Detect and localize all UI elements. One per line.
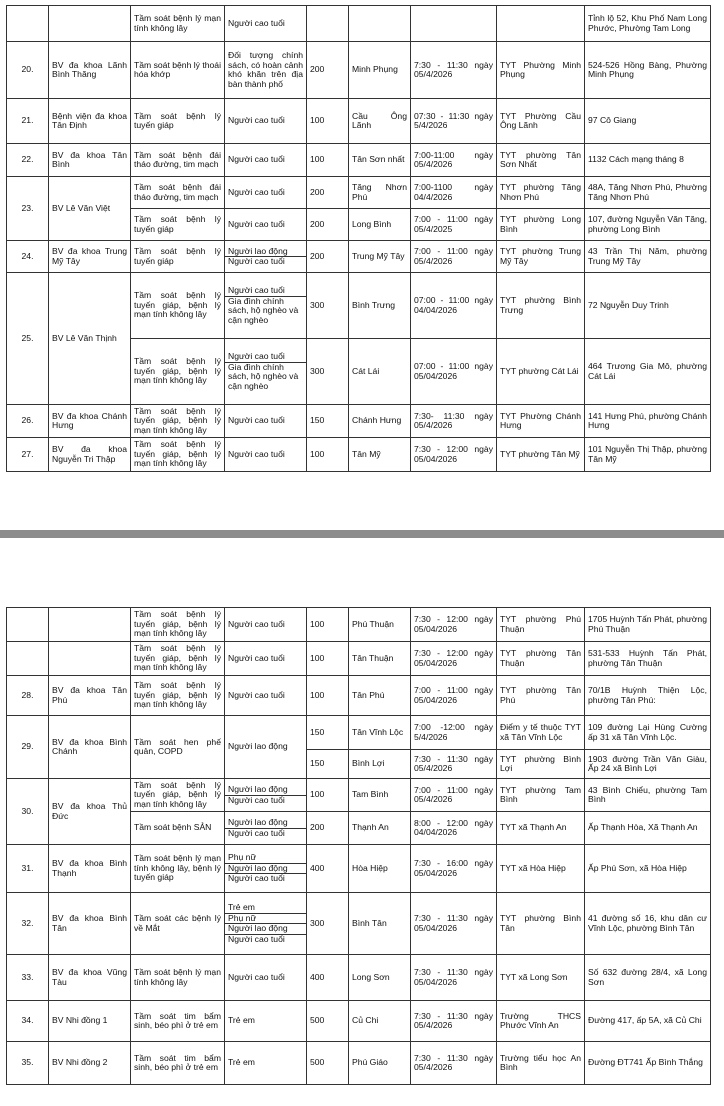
group-cell: Người cao tuổi [225, 99, 307, 144]
time-cell: 7:30 - 12:00 ngày 05/04/2026 [411, 438, 497, 472]
group-item: Người cao tuổi [225, 828, 306, 839]
hospital-cell: BV Lê Văn Thịnh [49, 273, 131, 405]
address-cell: 531-533 Huỳnh Tấn Phát, phường Tân Thuận [585, 642, 711, 676]
address-cell: Ấp Phú Sơn, xã Hòa Hiệp [585, 845, 711, 893]
row-number: 28. [7, 676, 49, 716]
time-cell: 7:30 - 11:30 ngày 05/4/2026 [411, 750, 497, 779]
group-cell [225, 273, 307, 339]
quantity-cell: 100 [307, 676, 349, 716]
quantity-cell: 300 [307, 273, 349, 339]
place-cell: TYT phường Bình Tân [497, 893, 585, 955]
ward-cell: Long Sơn [349, 955, 411, 1001]
place-cell: TYT phường Cát Lái [497, 339, 585, 405]
quantity-cell: 400 [307, 845, 349, 893]
table-row [7, 955, 711, 1001]
group-cell: Người cao tuổi [225, 144, 307, 177]
ward-cell: Bình Tân [349, 893, 411, 955]
hospital-cell: BV Nhi đồng 1 [49, 1001, 131, 1042]
table-row [7, 177, 711, 209]
time-cell: 8:00 - 12:00 ngày 04/04/2026 [411, 812, 497, 845]
row-number: 35. [7, 1042, 49, 1085]
target-cell: Tầm soát bệnh đái tháo đường, tim mạch [131, 177, 225, 209]
row-number: 21. [7, 99, 49, 144]
address-cell: 524-526 Hồng Bàng, Phường Minh Phụng [585, 42, 711, 99]
quantity-cell: 150 [307, 716, 349, 750]
schedule-table-page-2 [6, 607, 711, 1085]
row-number: 25. [7, 273, 49, 405]
target-cell: Tầm soát bệnh lý tuyến giáp, bệnh lý mạn tính không lây [131, 438, 225, 472]
group-cell: Người cao tuổi [225, 608, 307, 642]
target-cell: Tầm soát bệnh lý tuyến giáp, bệnh lý mạn tính không lây [131, 642, 225, 676]
row-number: 31. [7, 845, 49, 893]
place-cell: Điểm y tế thuộc TYT xã Tân Vĩnh Lộc [497, 716, 585, 750]
group-cell: Người cao tuổi [225, 438, 307, 472]
time-cell: 7:00 - 11:00 ngày 05/04/2026 [411, 676, 497, 716]
address-cell: 48A, Tăng Nhơn Phú, Phường Tăng Nhơn Phú [585, 177, 711, 209]
address-cell: 70/1B Huỳnh Thiện Lộc, phường Tân Phú: [585, 676, 711, 716]
table-row [7, 845, 711, 893]
group-cell [225, 845, 307, 893]
quantity-cell: 100 [307, 642, 349, 676]
row-number: 20. [7, 42, 49, 99]
quantity-cell: 150 [307, 750, 349, 779]
group-item: Người lao động [228, 245, 288, 256]
place-cell: TYT phường Tân Thuận [497, 642, 585, 676]
place-cell: TYT phường Phú Thuận [497, 608, 585, 642]
address-cell: 72 Nguyễn Duy Trinh [585, 273, 711, 339]
target-cell: Tầm soát tim bẩm sinh, béo phì ở trẻ em [131, 1042, 225, 1085]
row-number: 32. [7, 893, 49, 955]
ward-cell: Củ Chi [349, 1001, 411, 1042]
group-cell: Người cao tuổi [225, 955, 307, 1001]
time-cell: 7:30 - 11:30 ngày 05/04/2026 [411, 955, 497, 1001]
hospital-cell: BV đa khoa Chánh Hưng [49, 405, 131, 438]
target-cell: Tầm soát bệnh đái tháo đường, tim mạch [131, 144, 225, 177]
document-page-2 [0, 538, 724, 1106]
address-cell: 464 Trương Gia Mô, phường Cát Lái [585, 339, 711, 405]
hospital-cell: BV đa khoa Bình Thạnh [49, 845, 131, 893]
group-item: Người lao động [228, 817, 288, 827]
place-cell: Trường tiểu học An Bình [497, 1042, 585, 1085]
address-cell: Số 632 đường 28/4, xã Long Sơn [585, 955, 711, 1001]
group-cell [225, 241, 307, 273]
quantity-cell: 150 [307, 405, 349, 438]
target-cell: Tầm soát bệnh lý tuyến giáp, bệnh lý mạn tính không lây [131, 676, 225, 716]
group-cell [225, 812, 307, 845]
table-row [7, 273, 711, 339]
table-row [7, 642, 711, 676]
place-cell: TYT phường Bình Lợi [497, 750, 585, 779]
address-cell: 43 Trần Thị Năm, phường Trung Mỹ Tây [585, 241, 711, 273]
target-cell: Tầm soát các bệnh lý về Mắt [131, 893, 225, 955]
address-cell: Tỉnh lộ 52, Khu Phố Nam Long Phước, Phường Tam Long [585, 6, 711, 42]
hospital-cell: Bệnh viện đa khoa Tân Định [49, 99, 131, 144]
ward-cell: Tân Sơn nhất [349, 144, 411, 177]
target-cell: Tầm soát bệnh lý mạn tính không lây [131, 6, 225, 42]
group-item: Người cao tuổi [228, 351, 285, 361]
row-number: 30. [7, 779, 49, 845]
document-page-1 [0, 0, 724, 530]
target-cell: Tầm soát bệnh SẢN [131, 812, 225, 845]
place-cell: TYT xã Hòa Hiệp [497, 845, 585, 893]
quantity-cell: 300 [307, 339, 349, 405]
group-item: Người cao tuổi [225, 934, 306, 945]
target-cell: Tầm soát tim bẩm sinh, béo phì ở trẻ em [131, 1001, 225, 1042]
place-cell: TYT phường Tân Mỹ [497, 438, 585, 472]
quantity-cell: 500 [307, 1001, 349, 1042]
target-cell: Tầm soát bệnh lý thoái hóa khớp [131, 42, 225, 99]
place-cell: Trường THCS Phước Vĩnh An [497, 1001, 585, 1042]
group-cell: Người lao động [225, 716, 307, 779]
time-cell: 7:30 - 11:30 ngày 05/4/2026 [411, 42, 497, 99]
hospital-cell: BV đa khoa Nguyễn Tri Thập [49, 438, 131, 472]
time-cell: 7:30 - 16:00 ngày 05/04/2026 [411, 845, 497, 893]
place-cell: TYT xã Thạnh An [497, 812, 585, 845]
table-row [7, 779, 711, 812]
group-item: Trẻ em [228, 902, 255, 912]
ward-cell: Hòa Hiệp [349, 845, 411, 893]
address-cell: 141 Hưng Phú, phường Chánh Hưng [585, 405, 711, 438]
address-cell: 109 đường Lại Hùng Cường ấp 31 xã Tân Vĩnh Lộc. [585, 716, 711, 750]
hospital-cell: BV Nhi đồng 2 [49, 1042, 131, 1085]
address-cell: Đường ĐT741 Ấp Bình Thắng [585, 1042, 711, 1085]
hospital-cell: BV đa khoa Trung Mỹ Tây [49, 241, 131, 273]
time-cell: 7:00 -12:00 ngày 5/4/2026 [411, 716, 497, 750]
place-cell: TYT phường Trung Mỹ Tây [497, 241, 585, 273]
group-cell [225, 339, 307, 405]
target-cell: Tầm soát bệnh lý tuyến giáp, bệnh lý mạn tính không lây [131, 779, 225, 812]
ward-cell: Phú Giáo [349, 1042, 411, 1085]
ward-cell: Chánh Hưng [349, 405, 411, 438]
row-number: 24. [7, 241, 49, 273]
group-cell: Trẻ em [225, 1042, 307, 1085]
ward-cell: Tăng Nhơn Phú [349, 177, 411, 209]
time-cell: 07:00 - 11:00 ngày 05/04/2026 [411, 339, 497, 405]
table-row [7, 241, 711, 273]
ward-cell: Phú Thuận [349, 608, 411, 642]
group-cell: Người cao tuổi [225, 6, 307, 42]
group-cell: Người cao tuổi [225, 642, 307, 676]
group-cell: Đối tượng chính sách, có hoàn cảnh khó khăn trên địa bàn thành phố [225, 42, 307, 99]
group-item: Người cao tuổi [228, 285, 285, 295]
time-cell: 7:30 - 12:00 ngày 05/04/2026 [411, 642, 497, 676]
place-cell: TYT phường Bình Trưng [497, 273, 585, 339]
table-row [7, 893, 711, 955]
address-cell: 107, đường Nguyễn Văn Tăng, phường Long Bình [585, 209, 711, 241]
time-cell: 7:30 - 12:00 ngày 05/04/2026 [411, 608, 497, 642]
group-cell [225, 779, 307, 812]
time-cell: 7:30- 11:30 ngày 05/4/2026 [411, 405, 497, 438]
row-number: 23. [7, 177, 49, 241]
quantity-cell: 100 [307, 144, 349, 177]
quantity-cell: 200 [307, 812, 349, 845]
hospital-cell: BV đa khoa Tân Bình [49, 144, 131, 177]
target-cell: Tầm soát bệnh lý tuyến giáp, bệnh lý mạn tính không lây [131, 608, 225, 642]
hospital-cell: BV đa khoa Bình Chánh [49, 716, 131, 779]
row-number: 29. [7, 716, 49, 779]
table-row [7, 144, 711, 177]
target-cell: Tầm soát bệnh lý tuyến giáp [131, 209, 225, 241]
group-item: Người lao động [225, 923, 306, 934]
time-cell: 7:30 - 11:30 ngày 05/4/2026 [411, 1042, 497, 1085]
quantity-cell: 400 [307, 955, 349, 1001]
row-number: 34. [7, 1001, 49, 1042]
address-cell: 97 Cô Giang [585, 99, 711, 144]
quantity-cell: 200 [307, 42, 349, 99]
time-cell: 7:00 - 11:00 ngày 05/4/2025 [411, 209, 497, 241]
time-cell: 07:00 - 11:00 ngày 04/04/2026 [411, 273, 497, 339]
target-cell: Tầm soát bệnh lý mạn tính không lây [131, 955, 225, 1001]
row-number: 26. [7, 405, 49, 438]
hospital-cell: BV đa khoa Tân Phú [49, 676, 131, 716]
ward-cell: Bình Trưng [349, 273, 411, 339]
row-number: 27. [7, 438, 49, 472]
table-row [7, 405, 711, 438]
quantity-cell: 200 [307, 241, 349, 273]
address-cell: 1132 Cách mạng tháng 8 [585, 144, 711, 177]
place-cell: TYT phường Tam Bình [497, 779, 585, 812]
time-cell: 07:30 - 11:30 ngày 5/4/2026 [411, 99, 497, 144]
table-row [7, 676, 711, 716]
table-row [7, 608, 711, 642]
quantity-cell: 200 [307, 177, 349, 209]
time-cell: 7:00 - 11:00 ngày 05/4/2026 [411, 779, 497, 812]
place-cell: TYT phường Tân Phú [497, 676, 585, 716]
address-cell: 43 Bình Chiểu, phường Tam Bình [585, 779, 711, 812]
time-cell: 7:30 - 11:30 ngày 05/4/2026 [411, 1001, 497, 1042]
place-cell: TYT xã Long Sơn [497, 955, 585, 1001]
quantity-cell: 200 [307, 209, 349, 241]
table-row [7, 99, 711, 144]
group-cell: Người cao tuổi [225, 209, 307, 241]
group-cell [225, 893, 307, 955]
group-item: Phụ nữ [225, 913, 306, 924]
time-cell: 7:00 - 11:00 ngày 05/4/2026 [411, 241, 497, 273]
group-cell: Người cao tuổi [225, 405, 307, 438]
target-cell: Tầm soát bệnh lý tuyến giáp [131, 241, 225, 273]
hospital-cell: BV Lê Văn Việt [49, 177, 131, 241]
target-cell: Tầm soát bệnh lý tuyến giáp, bệnh lý mạn tính không lây [131, 273, 225, 339]
group-item: Người lao động [225, 863, 306, 874]
ward-cell: Cát Lái [349, 339, 411, 405]
ward-cell: Tân Thuận [349, 642, 411, 676]
ward-cell: Minh Phụng [349, 42, 411, 99]
group-item: Gia đình chính sách, hộ nghèo và cận nghèo [225, 362, 306, 392]
group-item: Người cao tuổi [225, 256, 306, 267]
ward-cell: Tân Phú [349, 676, 411, 716]
quantity-cell: 100 [307, 779, 349, 812]
time-cell: 7:00-11:00 ngày 05/4/2026 [411, 144, 497, 177]
ward-cell: Tân Mỹ [349, 438, 411, 472]
target-cell: Tầm soát hen phế quản, COPD [131, 716, 225, 779]
group-item: Người lao động [228, 784, 288, 794]
table-row [7, 716, 711, 750]
target-cell: Tầm soát bệnh lý tuyến giáp [131, 99, 225, 144]
table-row [7, 1001, 711, 1042]
address-cell: Đường 417, ấp 5A, xã Củ Chi [585, 1001, 711, 1042]
address-cell: 1705 Huỳnh Tấn Phát, phường Phú Thuận [585, 608, 711, 642]
place-cell: TYT Phường Cầu Ông Lãnh [497, 99, 585, 144]
table-row [7, 438, 711, 472]
group-item: Phụ nữ [228, 852, 257, 863]
place-cell: TYT phường Long Bình [497, 209, 585, 241]
ward-cell: Trung Mỹ Tây [349, 241, 411, 273]
group-item: Người cao tuổi [225, 795, 306, 806]
hospital-cell: BV đa khoa Vũng Tàu [49, 955, 131, 1001]
group-cell: Người cao tuổi [225, 177, 307, 209]
quantity-cell: 100 [307, 608, 349, 642]
time-cell: 7:00-1100 ngày 04/4/2026 [411, 177, 497, 209]
place-cell: TYT Phường Minh Phụng [497, 42, 585, 99]
ward-cell: Cầu Ông Lãnh [349, 99, 411, 144]
table-row [7, 42, 711, 99]
time-cell: 7:30 - 11:30 ngày 05/04/2026 [411, 893, 497, 955]
row-number: 33. [7, 955, 49, 1001]
hospital-cell: BV đa khoa Thủ Đức [49, 779, 131, 845]
ward-cell: Tân Vĩnh Lộc [349, 716, 411, 750]
target-cell: Tầm soát bệnh lý tuyến giáp, bệnh lý mạn tính không lây [131, 339, 225, 405]
hospital-cell: BV đa khoa Lãnh Bình Thăng [49, 42, 131, 99]
ward-cell: Bình Lợi [349, 750, 411, 779]
group-cell: Người cao tuổi [225, 676, 307, 716]
address-cell: 101 Nguyễn Thị Thập, phường Tân Mỹ [585, 438, 711, 472]
quantity-cell: 500 [307, 1042, 349, 1085]
group-item: Gia đình chính sách, hộ nghèo và cận nghèo [225, 296, 306, 326]
page-separator [0, 530, 724, 538]
ward-cell: Thạnh An [349, 812, 411, 845]
schedule-table-page-1 [6, 5, 711, 472]
address-cell: Ấp Thạnh Hòa, Xã Thạnh An [585, 812, 711, 845]
quantity-cell: 100 [307, 99, 349, 144]
place-cell: TYT Phường Chánh Hưng [497, 405, 585, 438]
quantity-cell: 100 [307, 438, 349, 472]
address-cell: 1903 đường Trần Văn Giàu, Ấp 24 xã Bình Lợi [585, 750, 711, 779]
address-cell: 41 đường số 16, khu dân cư Vĩnh Lộc, phường Bình Tân [585, 893, 711, 955]
table-row [7, 1042, 711, 1085]
group-item: Người cao tuổi [225, 873, 306, 884]
target-cell: Tầm soát bệnh lý mạn tính không lây, bệnh lý tuyến giáp [131, 845, 225, 893]
place-cell: TYT phường Tân Sơn Nhất [497, 144, 585, 177]
ward-cell: Long Bình [349, 209, 411, 241]
hospital-cell: BV đa khoa Bình Tân [49, 893, 131, 955]
target-cell: Tầm soát bệnh lý tuyến giáp, bệnh lý mạn tính không lây [131, 405, 225, 438]
table-row [7, 6, 711, 42]
group-cell: Trẻ em [225, 1001, 307, 1042]
ward-cell: Tam Bình [349, 779, 411, 812]
row-number: 22. [7, 144, 49, 177]
place-cell: TYT phường Tăng Nhơn Phú [497, 177, 585, 209]
quantity-cell: 300 [307, 893, 349, 955]
